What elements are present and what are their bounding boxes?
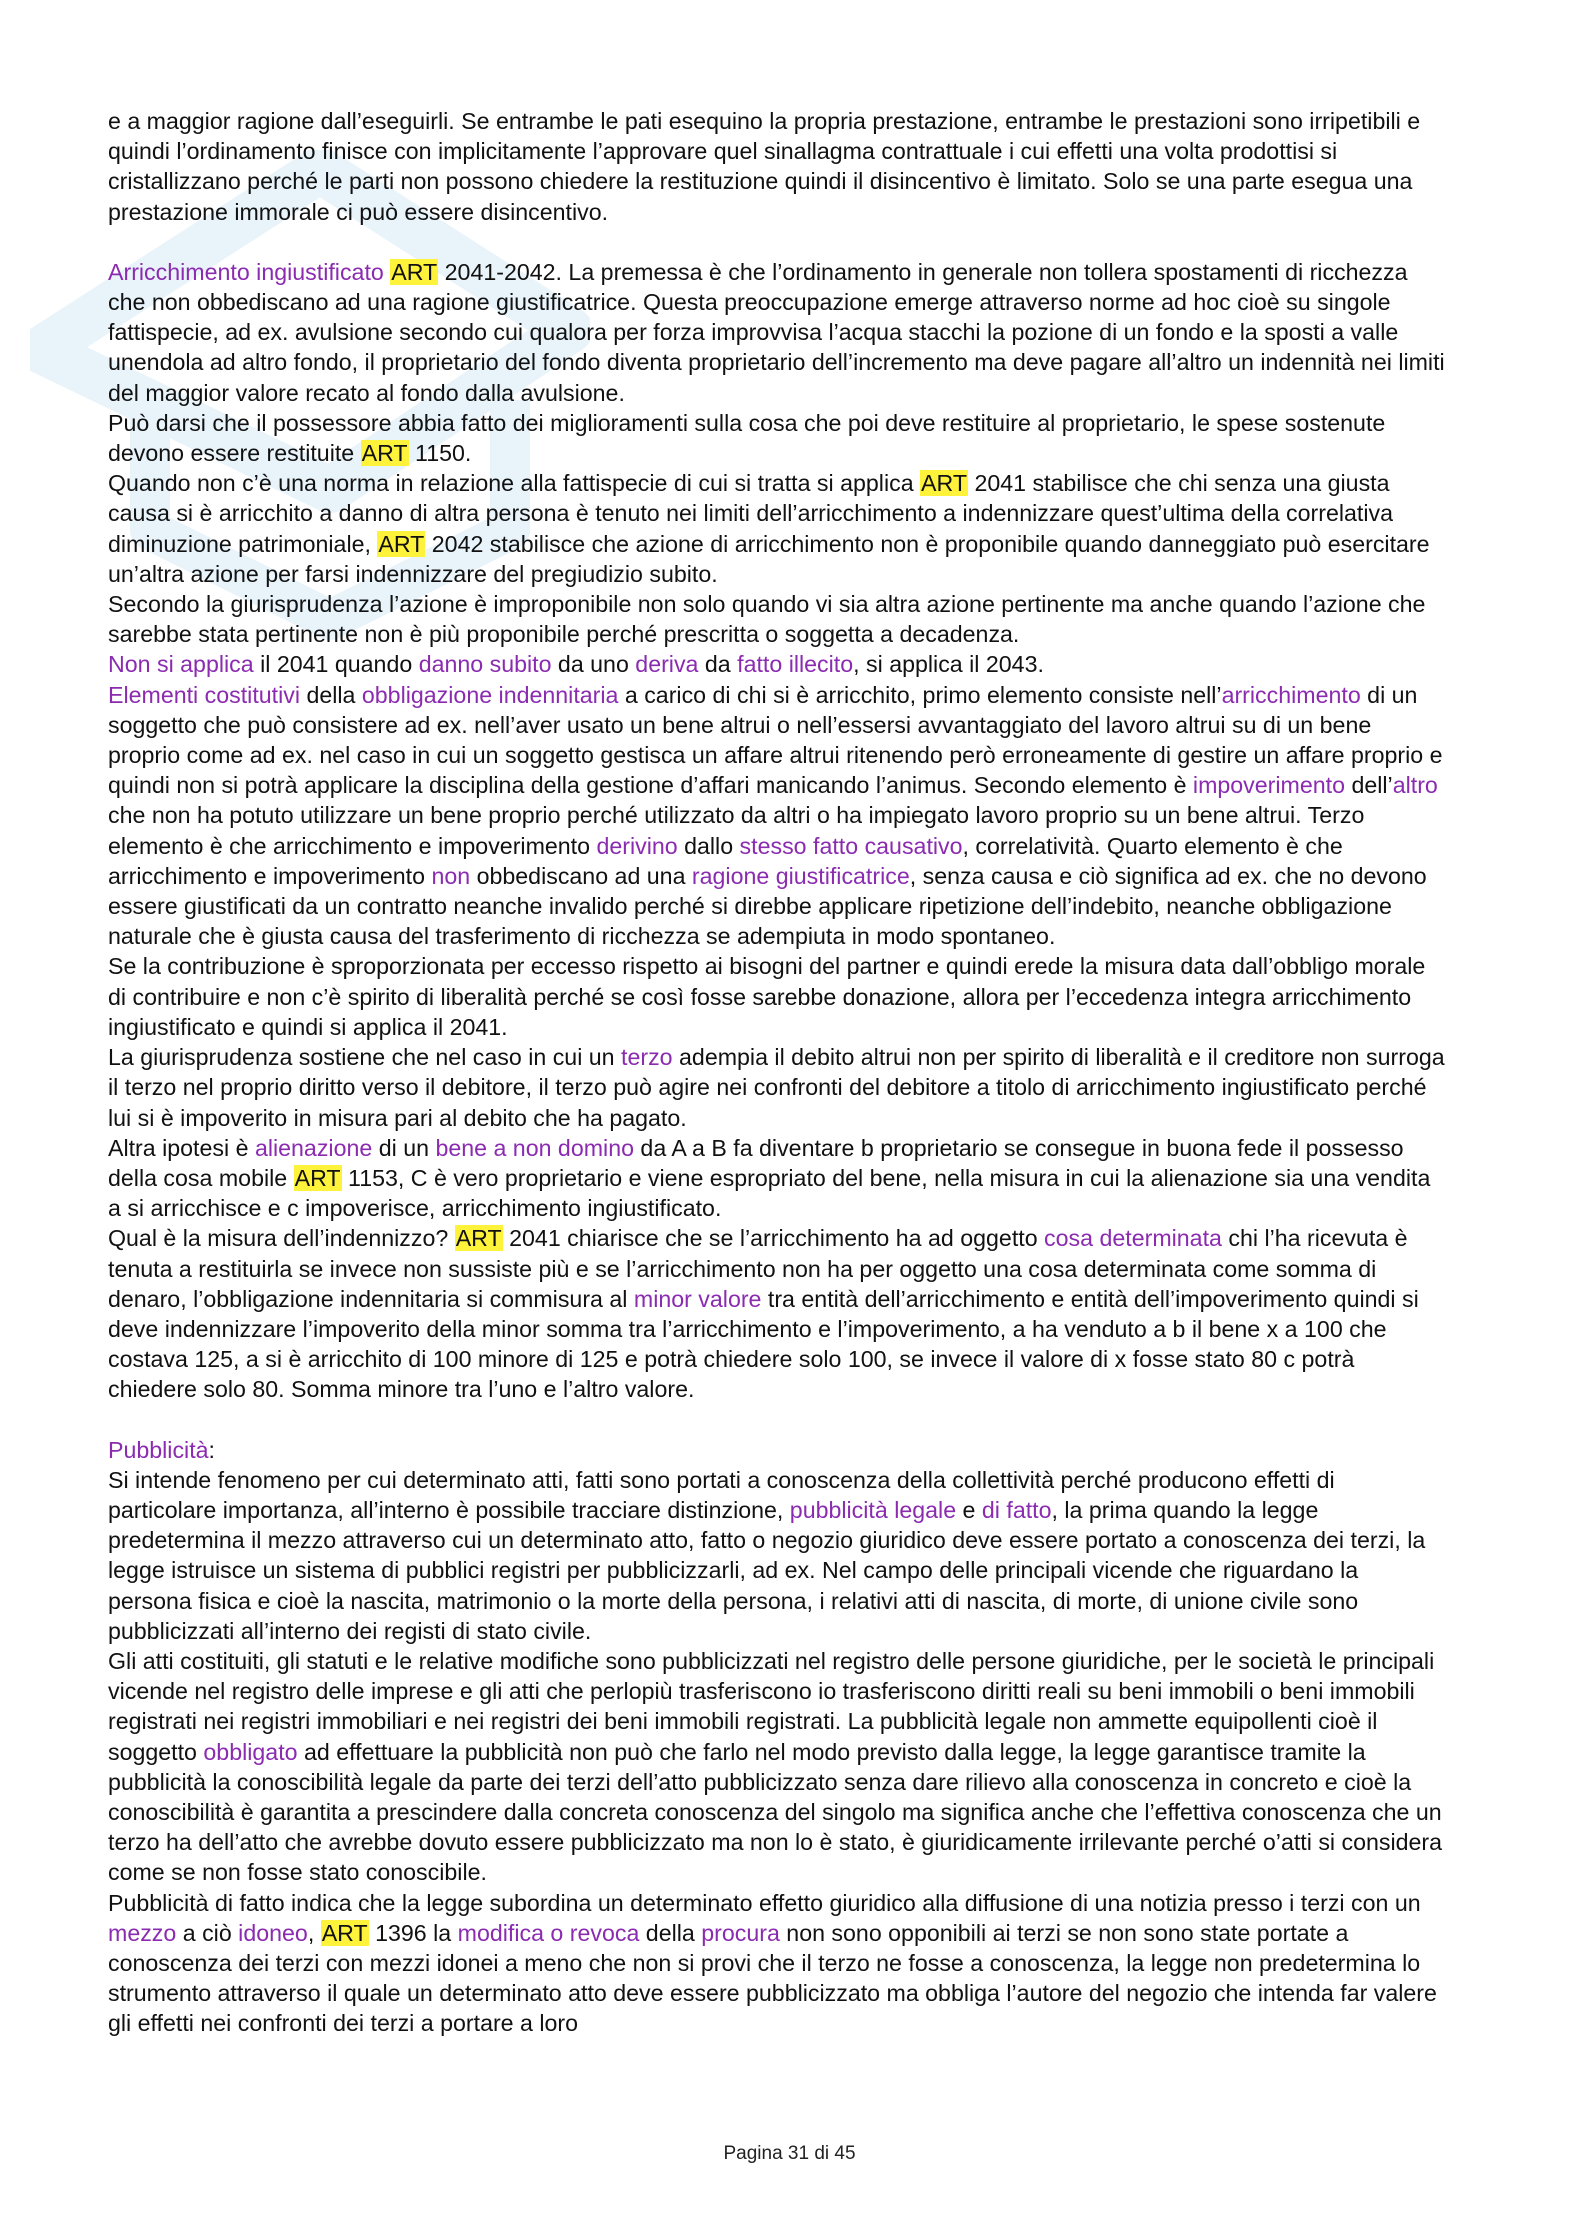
- text-run: Altra ipotesi è: [108, 1134, 255, 1161]
- key-term: Pubblicità: [108, 1436, 209, 1463]
- text-run: ad effettuare la pubblicità non può che farlo nel modo previsto dalla legge, la legge garantisce tramite la pubblicità la conoscibilità legale da parte dei terzi dell’atto pubblicizzato senza dare rilievo alla conoscenza in concreto e cioè la conoscibilità è garantita a prescindere dalla concreta conoscenza del singolo ma significa anche che l’effettiva conoscenza che un terzo ha dell’atto che avrebbe dovuto essere pubblicizzato ma non lo è stato, è giuridicamente irrilevante perché o’atti si considera come se non fosse stato conoscibile.: [108, 1738, 1443, 1886]
- key-term: minor valore: [633, 1285, 762, 1312]
- text-run: Pubblicità di fatto indica che la legge subordina un determinato effetto giuridico alla diffusione di una notizia presso i terzi con un: [108, 1889, 1421, 1916]
- key-term: pubblicità legale: [789, 1496, 957, 1523]
- key-term: mezzo: [108, 1919, 177, 1946]
- page-number: Pagina 31 di 45: [723, 2143, 856, 2164]
- text-run: da A a B fa diventare b proprietario se consegue in buona fede il possesso della cosa mobile: [108, 1134, 1404, 1191]
- text-run: , la prima quando la legge predetermina il mezzo attraverso cui un determinato atto, fatto o negozio giuridico deve essere portato a conoscenza dei terzi, la legge istruisce un sistema di pubblici registri per pubblicizzarli, ad ex. Nel campo delle principali vicende che riguardano la persona fisica e cioè la nascita, matrimonio o la morte della persona, i relativi atti di nascita, di morte, di unione civile sono pubblicizzati all’interno dei registi di stato civile.: [108, 1496, 1426, 1644]
- paragraph: [108, 1646, 1448, 1888]
- key-term: non: [431, 862, 471, 889]
- text-run: Qual è la misura dell’indennizzo?: [108, 1225, 455, 1252]
- text-run: 2041 chiarisce che se l’arricchimento ha ad oggetto: [502, 1225, 1045, 1252]
- key-term: danno subito: [418, 651, 552, 678]
- key-term: Elementi costitutivi: [108, 681, 301, 708]
- key-term: deriva: [635, 651, 699, 678]
- text-run: della: [639, 1919, 702, 1946]
- text-run: La giurisprudenza sostiene che nel caso in cui un: [108, 1044, 622, 1071]
- paragraph: [108, 589, 1448, 649]
- text-run: che non ha potuto utilizzare un bene proprio perché utilizzato da altri o ha impiegato lavoro proprio su un bene altrui. Terzo elemento è che arricchimento e impoverimento: [108, 802, 1365, 859]
- paragraph: [108, 680, 1448, 952]
- key-term: terzo: [621, 1044, 673, 1071]
- text-run: adempia il debito altrui non per spirito di liberalità e il creditore non surroga il terzo nel proprio diritto verso il debitore, il terzo può agire nei confronti del debitore a titolo di arricchimento ingiustificato perché lui si è impoverito in misura pari al debito che ha pagato.: [108, 1044, 1445, 1131]
- key-term: obbligato: [203, 1738, 298, 1765]
- key-term: Non si applica: [108, 651, 254, 678]
- text-run: non sono opponibili ai terzi se non sono state portate a conoscenza dei terzi con mezzi idonei a meno che non si provi che il terzo ne fosse a conoscenza, la legge non predetermina lo strumento attraverso il quale un determinato atto deve essere pubblicizzato ma obbliga l’autore del negozio che intenda far valere gli effetti nei confronti dei terzi a portare a loro: [108, 1919, 1437, 2037]
- key-term: alienazione: [254, 1134, 373, 1161]
- key-term: di fatto: [981, 1496, 1052, 1523]
- text-run: il 2041 quando: [253, 651, 419, 678]
- text-run: 1153, C è vero proprietario e viene espropriato del bene, nella misura in cui la alienazione sia una vendita a si arricchisce e c impoverisce, arricchimento ingiustificato.: [108, 1164, 1431, 1222]
- text-run: tra entità dell’arricchimento e entità dell’impoverimento quindi si deve indennizzare l’impoverito della minor somma tra l’arricchimento e l’impoverimento, a ha venduto a b il bene x a 100 che costava 125, a si è arricchito di 100 minore di 125 e potrà chiedere solo 100, se invece il valore di x fosse stato 80 c potrà chiedere solo 80. Somma minore tra l’uno e l’altro valore.: [108, 1285, 1419, 1403]
- article-ref-highlight: ART: [455, 1225, 502, 1252]
- article-ref-highlight: ART: [294, 1164, 341, 1191]
- key-term: ragione giustificatrice: [691, 862, 910, 889]
- text-run: dell’: [1345, 772, 1393, 799]
- text-run: da uno: [551, 651, 636, 678]
- article-ref-highlight: ART: [391, 258, 438, 285]
- key-term: fatto illecito: [737, 651, 854, 678]
- paragraph: [108, 1435, 1448, 1465]
- text-run: a carico di chi si è arricchito, primo elemento consiste nell’: [618, 681, 1222, 708]
- key-term: bene a non domino: [435, 1134, 634, 1161]
- paragraph: [108, 1042, 1448, 1133]
- text-run: , senza causa e ciò significa ad ex. che no devono essere giustificati da un contratto neanche invalido perché si direbbe applicare ripetizione dell’indebito, neanche obbligazione naturale che è giusta causa del trasferimento di ricchezza se adempiuta in modo spontaneo.: [108, 862, 1427, 950]
- text-run: :: [208, 1436, 215, 1463]
- article-ref-highlight: ART: [921, 470, 967, 497]
- key-term: impoverimento: [1192, 772, 1345, 799]
- article-ref-highlight: ART: [361, 440, 408, 467]
- key-term: procura: [701, 1919, 780, 1946]
- paragraph: [108, 257, 1448, 408]
- text-run: e: [956, 1496, 982, 1523]
- key-term: obbligazione indennitaria: [361, 681, 619, 708]
- paragraph: [108, 649, 1448, 679]
- text-run: Se la contribuzione è sproporzionata per eccesso rispetto ai bisogni del partner e quindi erede la misura data dall’obbligo morale di contribuire e non c’è spirito di liberalità perché se così fosse sarebbe donazione, allora per l’eccedenza integra arricchimento ingiustificato e quindi si applica il 2041.: [108, 953, 1426, 1040]
- key-term: arricchimento: [1221, 681, 1361, 708]
- key-term: derivino: [596, 832, 678, 859]
- key-term: cosa determinata: [1044, 1225, 1222, 1252]
- text-run: a ciò: [176, 1919, 239, 1946]
- text-run: e a maggior ragione dall’eseguirli. Se entrambe le pati esequino la propria prestazione, entrambe le prestazioni sono irripetibili e quindi l’ordinamento finisce con implicitamente l’approvare quel sinallagma contrattuale i cui effetti una volta prodottisi si cristallizzano perché le parti non possono chiedere la restituzione quindi il disincentivo è limitato. Solo se una parte esegua una prestazione immorale ci può essere disincentivo.: [108, 108, 1421, 225]
- paragraph: [108, 951, 1448, 1042]
- text-run: della: [300, 681, 362, 708]
- paragraph: [108, 1888, 1448, 2039]
- text-run: Gli atti costituiti, gli statuti e le relative modifiche sono pubblicizzati nel registro delle persone giuridiche, per le società le principali vicende nel registro delle imprese e gli atti che perlopiù trasferiscono io trasferiscono diritti reali su beni immobili o beni immobili registrati nei registri immobiliari e nei registri dei beni immobili registrati. La pubblicità legale non ammette equipollenti cioè il soggetto: [108, 1647, 1435, 1765]
- text-run: di un soggetto che può consistere ad ex. nell’aver usato un bene altrui o nell’essersi avvantaggiato del lavoro altrui su di un bene proprio come ad ex. nel caso in cui un soggetto gestisca un affare altrui ritenendo però erroneamente di gestire un affare proprio e quindi non si potrà applicare la disciplina della gestione d’affari manicando l’animus. Secondo elemento è: [108, 681, 1443, 799]
- paragraph: [108, 106, 1448, 227]
- key-term: Arricchimento ingiustificato: [108, 258, 384, 285]
- key-term: altro: [1392, 772, 1438, 799]
- text-run: di un: [372, 1134, 436, 1161]
- key-term: modifica o revoca: [457, 1919, 640, 1946]
- text-run: Quando non c’è una norma in relazione alla fattispecie di cui si tratta si applica: [108, 470, 921, 497]
- text-run: 1150.: [408, 440, 472, 467]
- article-ref-highlight: ART: [378, 530, 425, 557]
- text-run: ,: [307, 1919, 321, 1946]
- text-run: da: [698, 651, 738, 678]
- text-run: Può darsi che il possessore abbia fatto dei miglioramenti sulla cosa che poi deve restituire al proprietario, le spese sostenute devono essere restituite: [108, 409, 1386, 467]
- text-run: 1396 la: [368, 1919, 458, 1946]
- paragraph: [108, 408, 1448, 468]
- text-run: Secondo la giurisprudenza l’azione è improponibile non solo quando vi sia altra azione pertinente ma anche quando l’azione che sarebbe stata pertinente non è più proponibile perché prescritta o soggetta a decadenza.: [108, 591, 1426, 648]
- text-run: dallo: [677, 832, 740, 859]
- text-run: , si applica il 2043.: [853, 651, 1044, 678]
- article-ref-highlight: ART: [321, 1919, 368, 1946]
- key-term: stesso fatto causativo: [739, 832, 963, 859]
- paragraph: [108, 1223, 1448, 1404]
- text-run: 2041-2042. La premessa è che l’ordinamento in generale non tollera spostamenti di ricchezza che non obbediscano ad una ragione giustificatrice. Questa preoccupazione emerge attraverso norme ad hoc cioè su singole fattispecie, ad ex. avulsione secondo cui qualora per forza improvvisa l’acqua stacchi la pozione di un fondo e la sposti a valle unendola ad altro fondo, il proprietario del fondo diventa proprietario dell’incremento ma deve pagare all’altro un indennità nei limiti del maggior valore recato al fondo dalla avulsione.: [108, 258, 1445, 406]
- text-run: , correlatività. Quarto elemento è che arricchimento e impoverimento: [108, 832, 1343, 889]
- paragraph: [108, 1465, 1448, 1646]
- document-body: [108, 106, 1448, 2039]
- text-run: chi l’ha ricevuta è tenuta a restituirla se invece non sussiste più e se l’arricchimento non ha per oggetto una cosa determinata come somma di denaro, l’obbligazione indennitaria si commisura al: [108, 1225, 1408, 1312]
- text-run: 2042 stabilisce che azione di arricchimento non è proponibile quando danneggiato può esercitare un’altra azione per farsi indennizzare del pregiudizio subito.: [108, 530, 1430, 587]
- key-term: idoneo: [238, 1919, 308, 1946]
- paragraph: [108, 1133, 1448, 1224]
- paragraph: [108, 468, 1448, 589]
- text-run: Si intende fenomeno per cui determinato atti, fatti sono portati a conoscenza della collettività perché producono effetti di particolare importanza, all’interno è possibile tracciare distinzione,: [108, 1466, 1335, 1523]
- text-run: obbediscano ad una: [470, 862, 692, 889]
- text-run: 2041 stabilisce che chi senza una giusta causa si è arricchito a danno di altra persona è tenuto nei limiti dell’arricchimento a indennizzare quest’ultima della correlativa diminuzione patrimoniale,: [108, 470, 1394, 557]
